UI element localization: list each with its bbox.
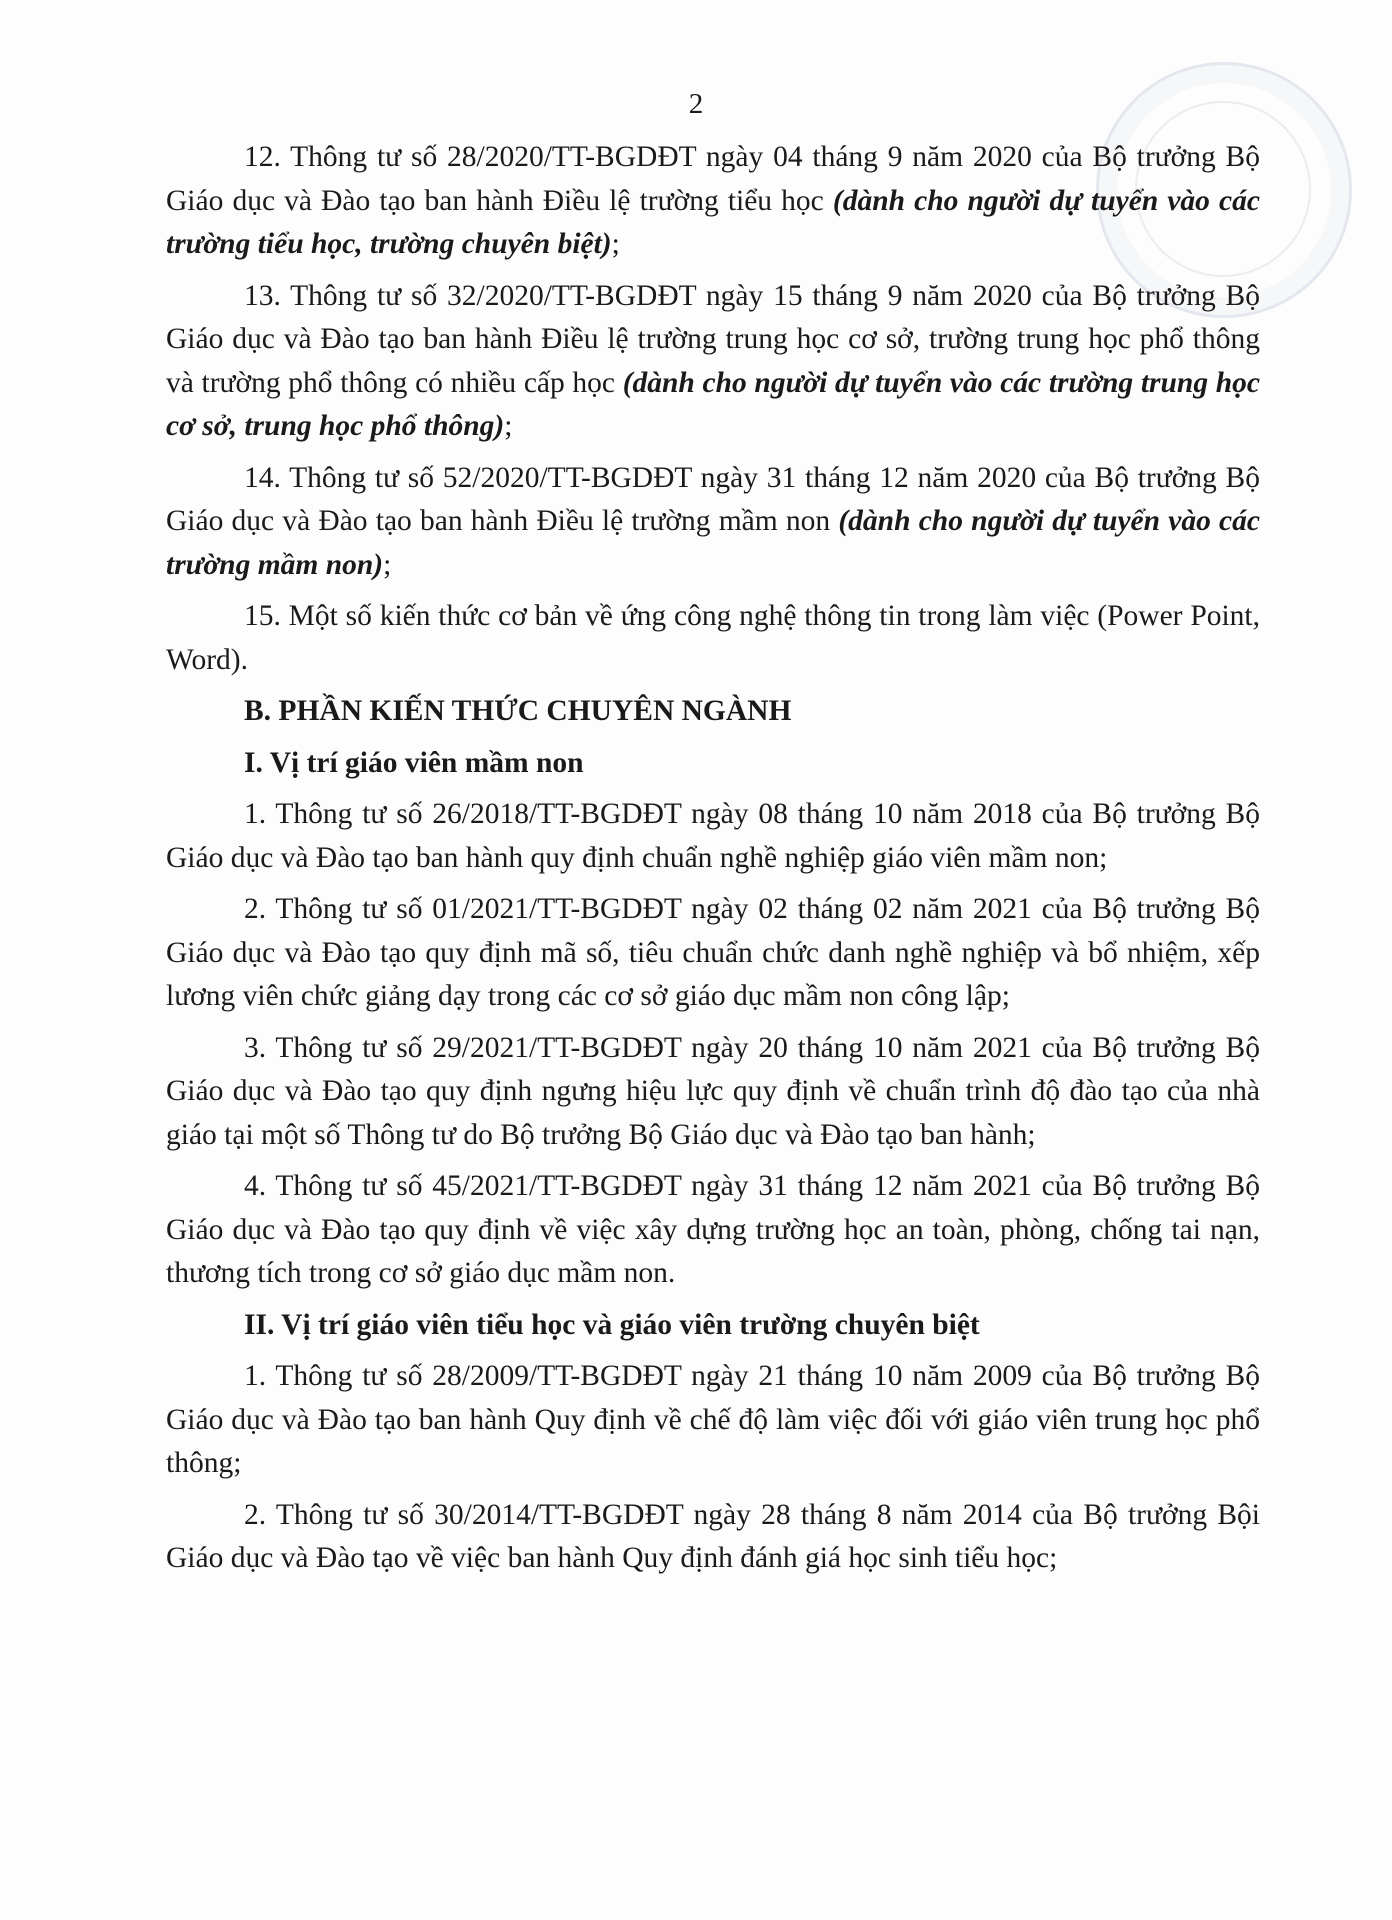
item-emphasis: (dành cho người dự tuyển vào các trường tiểu học, trường chuyên biệt) bbox=[166, 184, 1260, 260]
item-text: 1. Thông tư số 26/2018/TT-BGDĐT ngày 08 tháng 10 năm 2018 của Bộ trưởng Bộ Giáo dục và Đào tạo ban hành quy định chuẩn nghề nghiệp giáo viên mầm non; bbox=[166, 798, 1260, 874]
list-item-2b bbox=[166, 1494, 1260, 1581]
list-item-1b bbox=[166, 1355, 1260, 1486]
item-text: 12. Thông tư số 28/2020/TT-BGDĐT ngày 04 tháng 9 năm 2020 của Bộ trưởng Bộ Giáo dục và Đào tạo ban hành Điều lệ trường tiểu học bbox=[166, 141, 1260, 217]
list-item-15 bbox=[166, 595, 1260, 682]
item-text: 2. Thông tư số 30/2014/TT-BGDĐT ngày 28 tháng 8 năm 2014 của Bộ trưởng Bội Giáo dục và Đào tạo về việc ban hành Quy định đánh giá học sinh tiểu học; bbox=[166, 1498, 1260, 1574]
item-emphasis: (dành cho người dự tuyển vào các trường trung học cơ sở, trung học phổ thông) bbox=[166, 366, 1260, 442]
page-number: 2 bbox=[688, 88, 704, 120]
item-text: 3. Thông tư số 29/2021/TT-BGDĐT ngày 20 tháng 10 năm 2021 của Bộ trưởng Bộ Giáo dục và Đào tạo quy định ngưng hiệu lực quy định về chuẩn trình độ đào tạo của nhà giáo tại một số Thông tư do Bộ trưởng Bộ Giáo dục và Đào tạo ban hành; bbox=[166, 1031, 1260, 1151]
list-item-14 bbox=[166, 457, 1260, 588]
list-item-13 bbox=[166, 275, 1260, 449]
item-emphasis: (dành cho người dự tuyển vào các trường mầm non) bbox=[166, 505, 1260, 581]
item-tail: ; bbox=[383, 548, 392, 581]
item-text: 4. Thông tư số 45/2021/TT-BGDĐT ngày 31 tháng 12 năm 2021 của Bộ trưởng Bộ Giáo dục và Đào tạo quy định về việc xây dựng trường học an toàn, phòng, chống tai nạn, thương tích trong cơ sở giáo dục mầm non. bbox=[166, 1170, 1260, 1289]
list-item-3 bbox=[166, 1027, 1260, 1158]
document-body bbox=[166, 136, 1260, 1589]
item-text: 15. Một số kiến thức cơ bản về ứng công nghệ thông tin trong làm việc (Power Point, Word). bbox=[166, 600, 1260, 676]
item-text: 14. Thông tư số 52/2020/TT-BGDĐT ngày 31 tháng 12 năm 2020 của Bộ trưởng Bộ Giáo dục và Đào tạo ban hành Điều lệ trường mầm non bbox=[166, 461, 1260, 537]
section-heading-b: B. PHẦN KIẾN THỨC CHUYÊN NGÀNH bbox=[244, 695, 792, 727]
item-tail: ; bbox=[504, 410, 513, 442]
list-item-2 bbox=[166, 888, 1260, 1019]
item-text: 13. Thông tư số 32/2020/TT-BGDĐT ngày 15 tháng 9 năm 2020 của Bộ trưởng Bộ Giáo dục và Đào tạo ban hành Điều lệ trường trung học cơ sở, trường trung học phổ thông và trường phổ thông có nhiều cấp học bbox=[166, 279, 1260, 399]
item-text: 1. Thông tư số 28/2009/TT-BGDĐT ngày 21 tháng 10 năm 2009 của Bộ trưởng Bộ Giáo dục và Đào tạo ban hành Quy định về chế độ làm việc đối với giáo viên trung học phổ thông; bbox=[166, 1360, 1260, 1479]
subsection-heading-1: I. Vị trí giáo viên mầm non bbox=[244, 746, 584, 779]
list-item-4 bbox=[166, 1165, 1260, 1296]
list-item-1 bbox=[166, 793, 1260, 880]
item-text: 2. Thông tư số 01/2021/TT-BGDĐT ngày 02 tháng 02 năm 2021 của Bộ trưởng Bộ Giáo dục và Đào tạo quy định mã số, tiêu chuẩn chức danh nghề nghiệp và bổ nhiệm, xếp lương viên chức giảng dạy trong các cơ sở giáo dục mầm non công lập; bbox=[166, 893, 1260, 1012]
subsection-heading-2: II. Vị trí giáo viên tiểu học và giáo viên trường chuyên biệt bbox=[244, 1308, 980, 1341]
list-item-12 bbox=[166, 136, 1260, 267]
item-tail: ; bbox=[611, 228, 620, 260]
